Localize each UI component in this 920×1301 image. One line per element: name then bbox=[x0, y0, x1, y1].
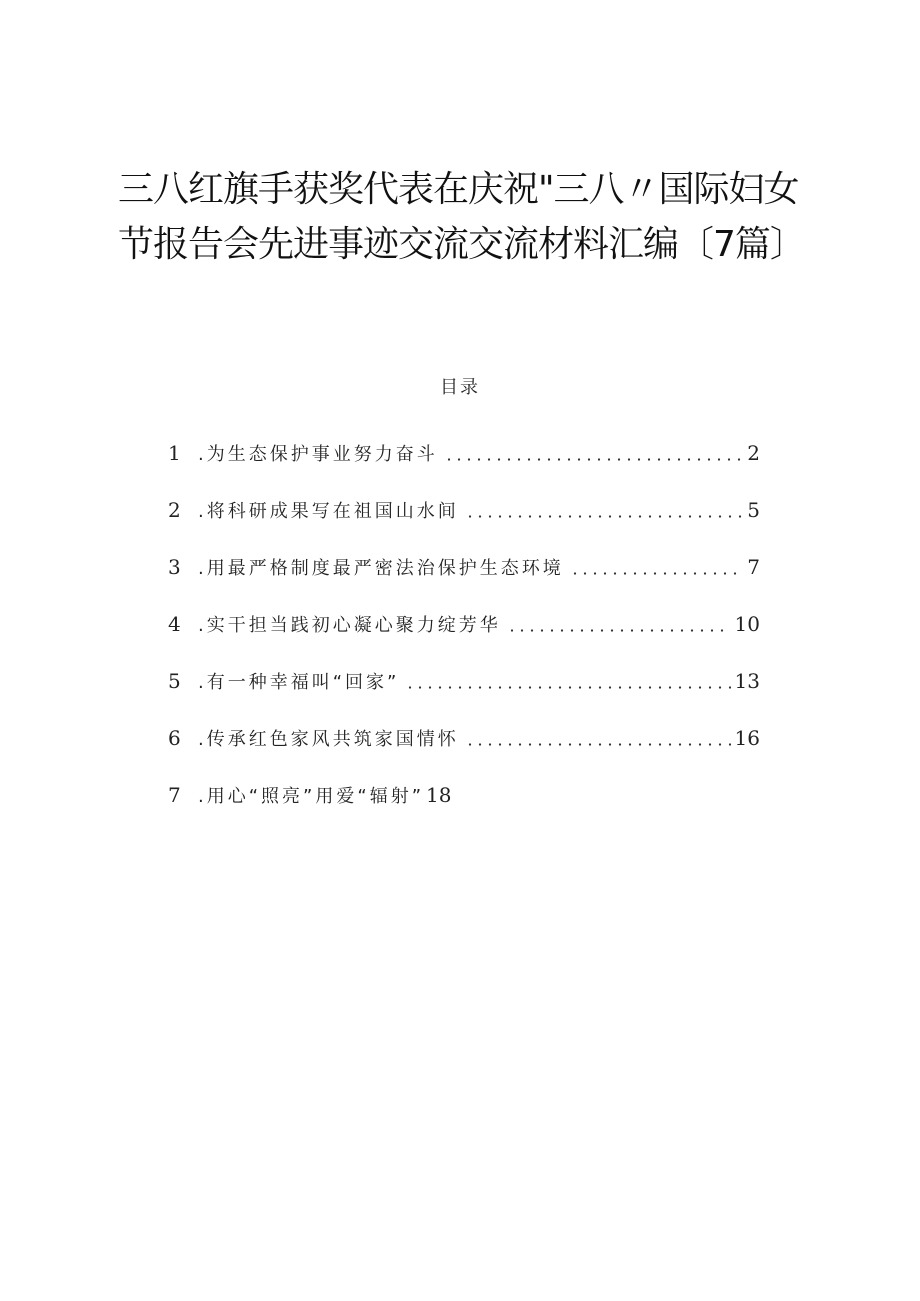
toc-dot-leader bbox=[405, 686, 730, 689]
toc-entry-6[interactable] bbox=[168, 709, 760, 766]
toc-dot-leader bbox=[465, 515, 744, 518]
toc-entry-page: 2 bbox=[747, 440, 760, 465]
document-title bbox=[118, 162, 818, 272]
toc-entry-title: .有一种幸福叫“回家” bbox=[198, 671, 400, 693]
title-line-1: 三八红旗手获奖代表在庆祝"三八〃国际妇女 bbox=[118, 169, 799, 210]
toc-entry-title: .用最严格制度最严密法治保护生态环境 bbox=[198, 557, 564, 579]
toc-entry-title: .为生态保护事业努力奋斗 bbox=[198, 443, 438, 465]
toc-entry-number: 5 bbox=[168, 668, 181, 693]
toc-entry-number: 7 bbox=[168, 782, 181, 807]
table-of-contents bbox=[168, 424, 760, 823]
toc-entry-page: 7 bbox=[747, 554, 760, 579]
toc-entry-5[interactable] bbox=[168, 652, 760, 709]
toc-entry-page: 18 bbox=[426, 782, 452, 807]
toc-entry-page: 5 bbox=[747, 497, 760, 522]
toc-heading: 目录 bbox=[440, 377, 480, 398]
toc-entry-title: .将科研成果写在祖国山水间 bbox=[198, 500, 459, 522]
toc-entry-3[interactable] bbox=[168, 538, 760, 595]
toc-entry-title: .用心“照亮”用爱“辐射” bbox=[198, 785, 425, 807]
title-line-2: 节报告会先进事迹交流交流材料汇编〔7篇〕 bbox=[118, 224, 805, 265]
toc-entry-number: 1 bbox=[168, 440, 181, 465]
toc-entry-page: 10 bbox=[734, 611, 760, 636]
toc-entry-1[interactable] bbox=[168, 424, 760, 481]
toc-entry-number: 2 bbox=[168, 497, 181, 522]
toc-entry-number: 3 bbox=[168, 554, 181, 579]
toc-entry-number: 6 bbox=[168, 725, 181, 750]
toc-dot-leader bbox=[507, 629, 731, 632]
toc-dot-leader bbox=[465, 743, 731, 746]
toc-entry-number: 4 bbox=[168, 611, 181, 636]
toc-entry-title: .传承红色家风共筑家国情怀 bbox=[198, 728, 459, 750]
toc-entry-2[interactable] bbox=[168, 481, 760, 538]
toc-dot-leader bbox=[570, 572, 744, 575]
toc-entry-7[interactable] bbox=[168, 766, 760, 823]
toc-entry-page: 13 bbox=[734, 668, 760, 693]
toc-entry-4[interactable] bbox=[168, 595, 760, 652]
toc-entry-page: 16 bbox=[734, 725, 760, 750]
toc-entry-title: .实干担当践初心凝心聚力绽芳华 bbox=[198, 614, 501, 636]
toc-dot-leader bbox=[444, 458, 744, 461]
